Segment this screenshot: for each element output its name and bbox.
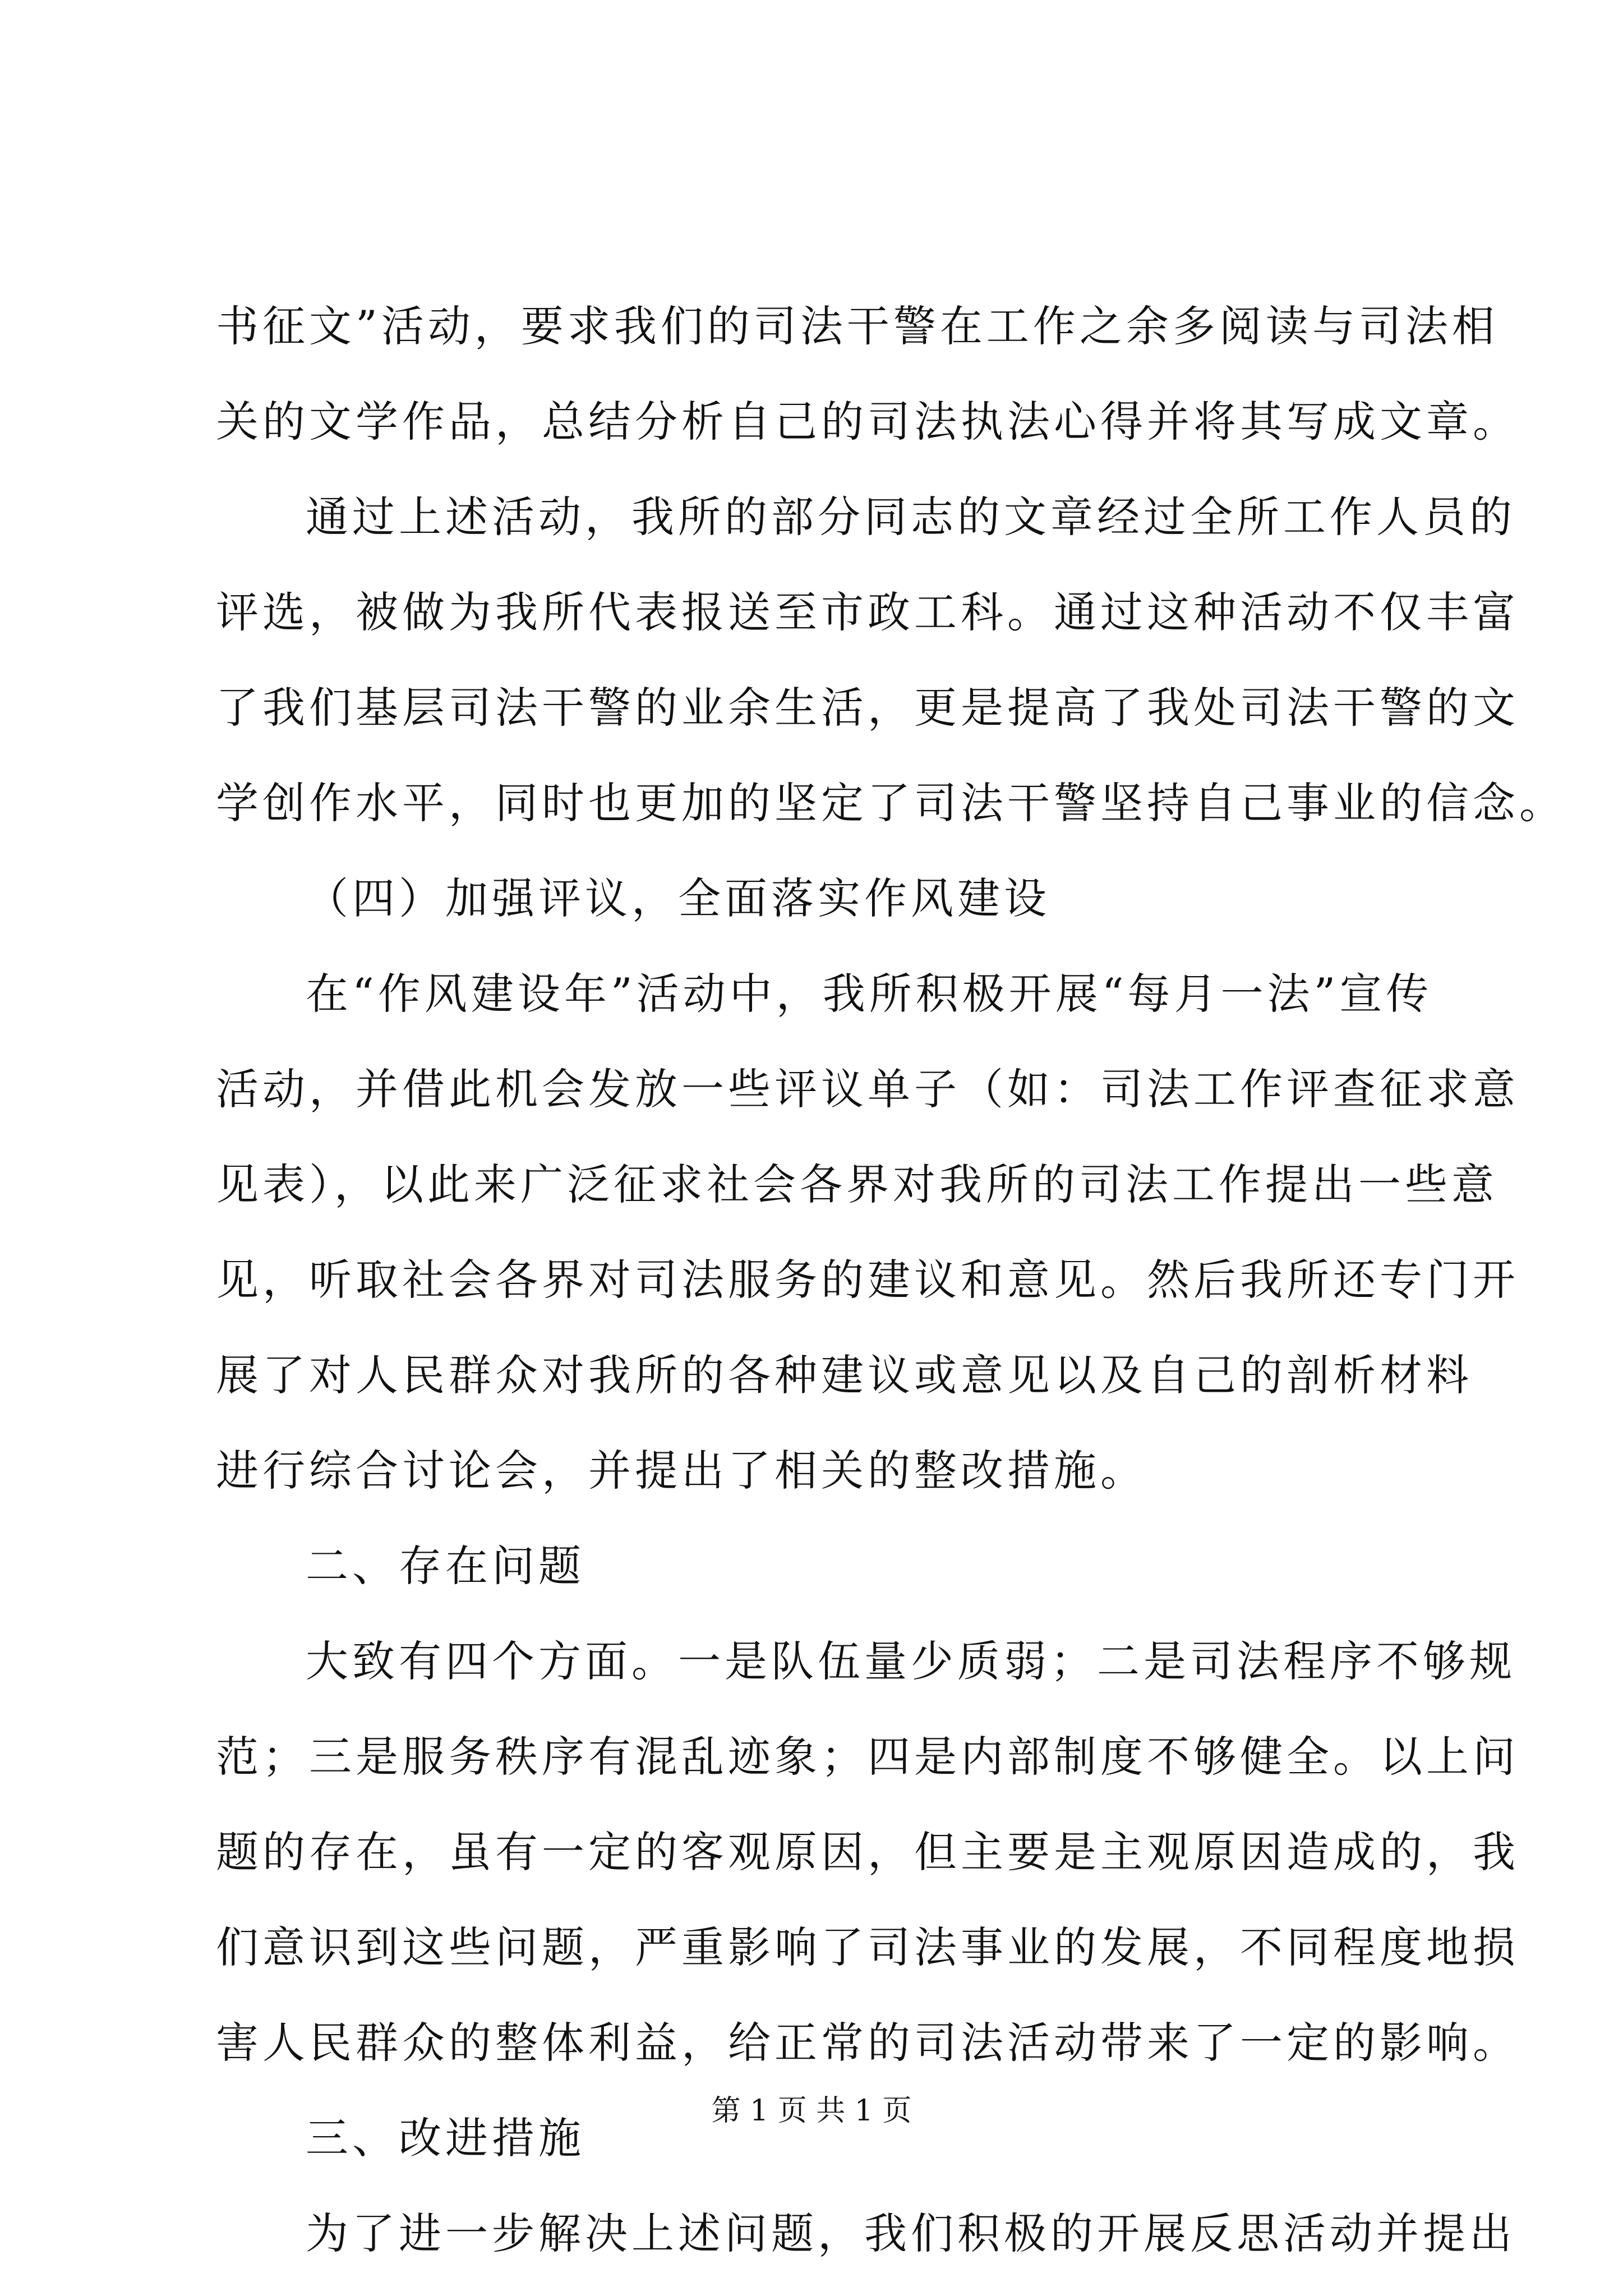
text-line-19: 害人民群众的整体利益，给正常的司法活动带来了一定的影响。: [216, 2018, 1519, 2068]
text-line-12: 展了对人民群众对我所的各种建议或意见以及自己的剖析材料: [216, 1350, 1473, 1400]
text-line-11: 见，听取社会各界对司法服务的建议和意见。然后我所还专门开: [216, 1255, 1519, 1305]
text-line-21: 为了进一步解决上述问题，我们积极的开展反思活动并提出: [306, 2208, 1516, 2258]
page-footer: 第 1 页 共 1 页: [711, 2094, 912, 2128]
text-line-8: 在“作风建设年”活动中，我所积极开展“每月一法”宣传: [306, 969, 1433, 1019]
text-line-17: 题的存在，虽有一定的客观原因，但主要是主观原因造成的，我: [216, 1827, 1519, 1877]
text-line-4: 评选，被做为我所代表报送至市政工科。通过这种活动不仅丰富: [216, 587, 1519, 637]
text-line-15: 大致有四个方面。一是队伍量少质弱；二是司法程序不够规: [306, 1636, 1516, 1686]
text-line-2: 关的文学作品，总结分析自己的司法执法心得并将其写成文章。: [216, 397, 1519, 447]
body-text: [216, 279, 1566, 2281]
text-line-1: 书征文”活动，要求我们的司法干警在工作之余多阅读与司法相: [216, 301, 1498, 351]
text-line-16: 范；三是服务秩序有混乱迹象；四是内部制度不够健全。以上问: [216, 1732, 1519, 1782]
section-heading-4: （四）加强评议，全面落实作风建设: [306, 873, 1050, 923]
section-heading-improvements: 三、改进措施: [306, 2113, 585, 2163]
section-heading-problems: 二、存在问题: [306, 1541, 585, 1591]
text-line-18: 们意识到这些问题，严重影响了司法事业的发展，不同程度地损: [216, 1922, 1519, 1972]
text-line-10: 见表），以此来广泛征求社会各界对我所的司法工作提出一些意: [216, 1159, 1498, 1209]
text-line-5: 了我们基层司法干警的业余生活，更是提高了我处司法干警的文: [216, 683, 1519, 733]
text-line-6: 学创作水平，同时也更加的坚定了司法干警坚持自己事业的信念。: [216, 778, 1566, 828]
text-line-13: 进行综合讨论会，并提出了相关的整改措施。: [216, 1446, 1147, 1496]
text-line-9: 活动，并借此机会发放一些评议单子（如：司法工作评查征求意: [216, 1064, 1519, 1114]
text-line-3: 通过上述活动，我所的部分同志的文章经过全所工作人员的: [306, 492, 1516, 542]
